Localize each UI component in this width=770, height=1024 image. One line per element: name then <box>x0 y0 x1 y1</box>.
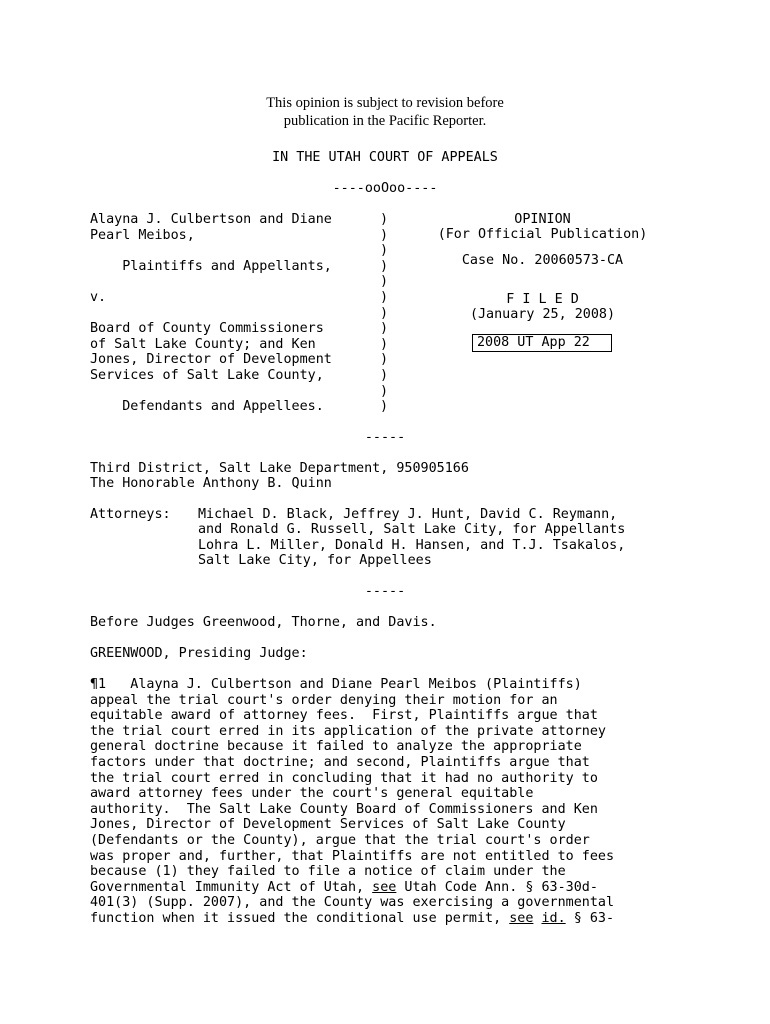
caption-party-line: Board of County Commissioners <box>90 321 324 337</box>
caption-party-line: v. <box>90 289 107 305</box>
caption-parenthesis: ) <box>380 212 389 227</box>
see-signal: see <box>509 910 534 926</box>
paragraph-text: Utah Code Ann. § 63-30d- 401(3) (Supp. 2007), and the County was exercising a governmental function when it issued the conditional use permit, <box>90 879 615 926</box>
caption-party-line: Defendants and Appellees. <box>90 399 324 415</box>
revision-notice-line-2: publication in the Pacific Reporter. <box>283 113 487 129</box>
caption-parties <box>90 212 332 415</box>
judges-panel: Before Judges Greenwood, Thorne, and Davis. <box>90 615 437 630</box>
section-divider-2: ----- <box>364 584 406 599</box>
revision-notice-line-1: This opinion is subject to revision before <box>266 95 504 111</box>
caption-party-line <box>90 384 332 400</box>
filed-label: F I L E D <box>506 292 579 307</box>
opinion-paragraph-1 <box>90 677 690 927</box>
caption-parenthesis: ) <box>380 321 389 337</box>
opinion-author: GREENWOOD, Presiding Judge: <box>90 646 308 661</box>
opinion-title: OPINION <box>514 212 571 227</box>
attorneys-line: and Ronald G. Russell, Salt Lake City, for Appellants <box>198 522 626 537</box>
attorneys-line: Lohra L. Miller, Donald H. Hansen, and T.J. Tsakalos, <box>198 538 626 553</box>
caption-parenthesis: ) <box>380 336 389 352</box>
caption-parenthesis: ) <box>380 289 389 305</box>
caption-party-line: Plaintiffs and Appellants, <box>90 258 332 274</box>
attorneys-label: Attorneys: <box>90 507 171 522</box>
caption-parenthesis: ) <box>380 243 389 259</box>
paragraph-text: ¶1 Alayna J. Culbertson and Diane Pearl Meibos (Plaintiffs) appeal the trial court's order denying their motion for an equitable award of attorney fees. First, Plaintiffs argue that the trial court erred in its application of the private attorney general doctrine because it failed to analyze the appropriate factors under that doctrine; and second, Plaintiffs argue that the trial court erred in concluding that it had no authority to award attorney fees under the court's general equitable authority. The Salt Lake County Board of Commissioners and Ken Jones, Director of Development Services of Salt Lake County (Defendants or the County), argue that the trial court's order was proper and, further, that Plaintiffs are not entitled to fees because (1) they failed to file a notice of claim under the Governmental Immunity Act of Utah, <box>90 677 615 895</box>
filed-date: (January 25, 2008) <box>469 307 616 322</box>
lower-court-district: Third District, Salt Lake Department, 950905166 <box>90 461 469 476</box>
publication-note: (For Official Publication) <box>437 227 648 242</box>
case-number: Case No. 20060573-CA <box>461 253 624 268</box>
caption-party-line: Alayna J. Culbertson and Diane <box>90 212 332 227</box>
caption-party-line <box>90 274 332 290</box>
caption-parenthesis: ) <box>380 227 389 243</box>
caption-party-line <box>90 243 332 259</box>
attorneys-line: Michael D. Black, Jeffrey J. Hunt, David C. Reymann, <box>198 507 618 522</box>
caption-parenthesis: ) <box>380 274 389 290</box>
caption-party-line: Services of Salt Lake County, <box>90 367 324 383</box>
heading-ornament: ----ooOoo---- <box>332 181 438 196</box>
section-divider-1: ----- <box>364 430 406 445</box>
caption-party-line: Jones, Director of Development <box>90 352 332 368</box>
caption-party-line: Pearl Meibos, <box>90 227 195 243</box>
paragraph-text: § 63- <box>565 910 615 926</box>
caption-parenthesis: ) <box>380 258 389 274</box>
caption-parenthesis: ) <box>380 399 389 415</box>
court-heading: IN THE UTAH COURT OF APPEALS <box>272 150 498 165</box>
citation-box: 2008 UT App 22 <box>472 334 612 352</box>
see-signal: see <box>372 879 397 895</box>
caption-parenthesis: ) <box>380 367 389 383</box>
caption-party-line <box>90 306 332 322</box>
caption-party-line: of Salt Lake County; and Ken <box>90 336 316 352</box>
caption-parenthesis: ) <box>380 352 389 368</box>
caption-parenthesis: ) <box>380 383 389 399</box>
caption-parenthesis-column <box>380 212 388 415</box>
lower-court-judge: The Honorable Anthony B. Quinn <box>90 476 332 491</box>
id-signal: id. <box>541 910 566 926</box>
caption-parenthesis: ) <box>380 305 389 321</box>
attorneys-line: Salt Lake City, for Appellees <box>198 553 432 568</box>
